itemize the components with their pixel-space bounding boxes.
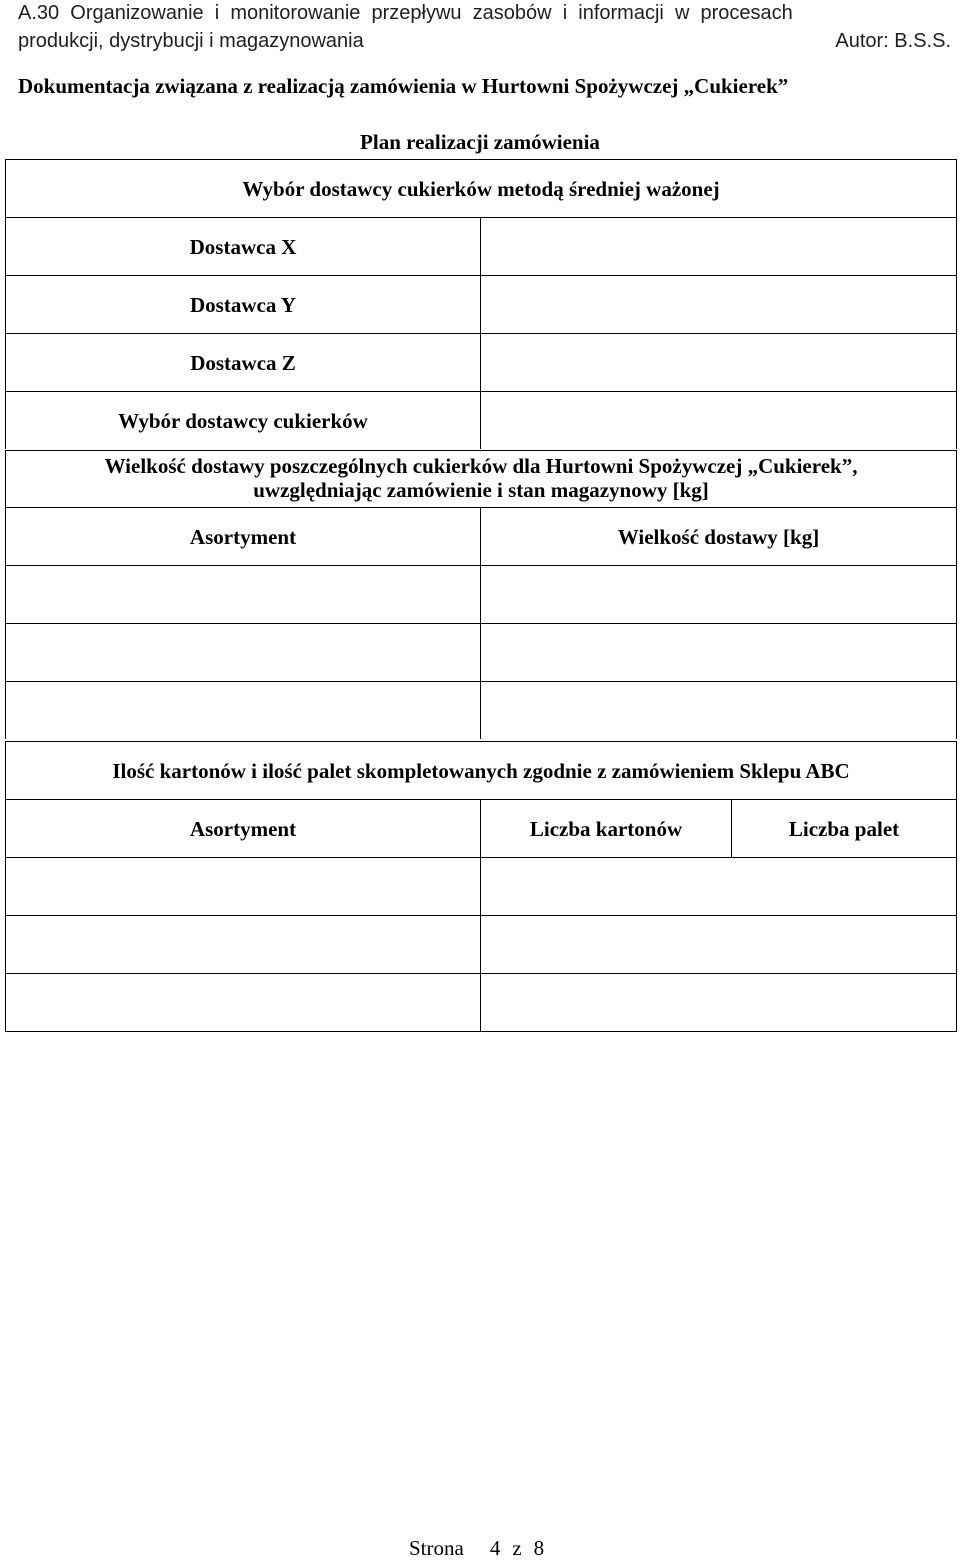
col-header-pallets: Liczba palet bbox=[732, 800, 957, 858]
col-header-assortment: Asortyment bbox=[6, 800, 481, 858]
assortment-cell[interactable] bbox=[6, 682, 481, 740]
delivery-heading-line-1: Wielkość dostawy poszczególnych cukierków dla Hurtowni Spożywczej „Cukierek”, bbox=[104, 454, 858, 478]
plan-title: Plan realizacji zamówienia bbox=[360, 130, 600, 154]
col-header-assortment: Asortyment bbox=[6, 508, 481, 566]
assortment-cell[interactable] bbox=[6, 858, 481, 916]
delivery-size-cell[interactable] bbox=[481, 566, 957, 624]
supplier-table bbox=[5, 159, 957, 449]
supplier-choice-value-cell[interactable] bbox=[481, 392, 957, 450]
cartons-pallets-cell[interactable] bbox=[481, 974, 957, 1032]
header-line-1 bbox=[18, 2, 951, 24]
supplier-choice-label: Wybór dostawcy cukierków bbox=[6, 392, 481, 450]
supplier-row-value-cell[interactable] bbox=[481, 334, 957, 392]
cartons-table bbox=[5, 741, 957, 1032]
header-course-subtitle: produkcji, dystrybucji i magazynowania bbox=[18, 30, 364, 52]
delivery-table-heading bbox=[6, 451, 957, 508]
delivery-size-cell[interactable] bbox=[481, 624, 957, 682]
delivery-table bbox=[5, 450, 957, 739]
page-number: 4 bbox=[489, 1536, 501, 1560]
supplier-row-value-cell[interactable] bbox=[481, 276, 957, 334]
cartons-pallets-cell[interactable] bbox=[481, 916, 957, 974]
supplier-row-label: Dostawca Z bbox=[6, 334, 481, 392]
header-author: Autor: B.S.S. bbox=[835, 30, 951, 52]
header-line-2 bbox=[18, 30, 951, 52]
header-course-title: A.30 Organizowanie i monitorowanie przepływu zasobów i informacji w procesach bbox=[18, 2, 793, 24]
delivery-heading-line-2: uwzględniając zamówienie i stan magazynowy [kg] bbox=[253, 478, 709, 502]
document-title: Dokumentacja związana z realizacją zamówienia w Hurtowni Spożywczej „Cukierek” bbox=[18, 74, 789, 98]
assortment-cell[interactable] bbox=[6, 624, 481, 682]
cartons-pallets-cell[interactable] bbox=[481, 858, 957, 916]
delivery-size-cell[interactable] bbox=[481, 682, 957, 740]
cartons-table-heading: Ilość kartonów i ilość palet skompletowanych zgodnie z zamówieniem Sklepu ABC bbox=[6, 742, 957, 800]
page-total: 8 bbox=[533, 1536, 545, 1560]
assortment-cell[interactable] bbox=[6, 974, 481, 1032]
supplier-table-heading: Wybór dostawcy cukierków metodą średniej ważonej bbox=[6, 160, 957, 218]
supplier-row-label: Dostawca Y bbox=[6, 276, 481, 334]
page-label: Strona bbox=[409, 1536, 464, 1560]
supplier-row-value-cell[interactable] bbox=[481, 218, 957, 276]
assortment-cell[interactable] bbox=[6, 916, 481, 974]
page-of: z bbox=[512, 1536, 522, 1560]
col-header-cartons: Liczba kartonów bbox=[481, 800, 732, 858]
col-header-delivery-size: Wielkość dostawy [kg] bbox=[481, 508, 957, 566]
supplier-row-label: Dostawca X bbox=[6, 218, 481, 276]
page-footer bbox=[409, 1536, 544, 1560]
assortment-cell[interactable] bbox=[6, 566, 481, 624]
